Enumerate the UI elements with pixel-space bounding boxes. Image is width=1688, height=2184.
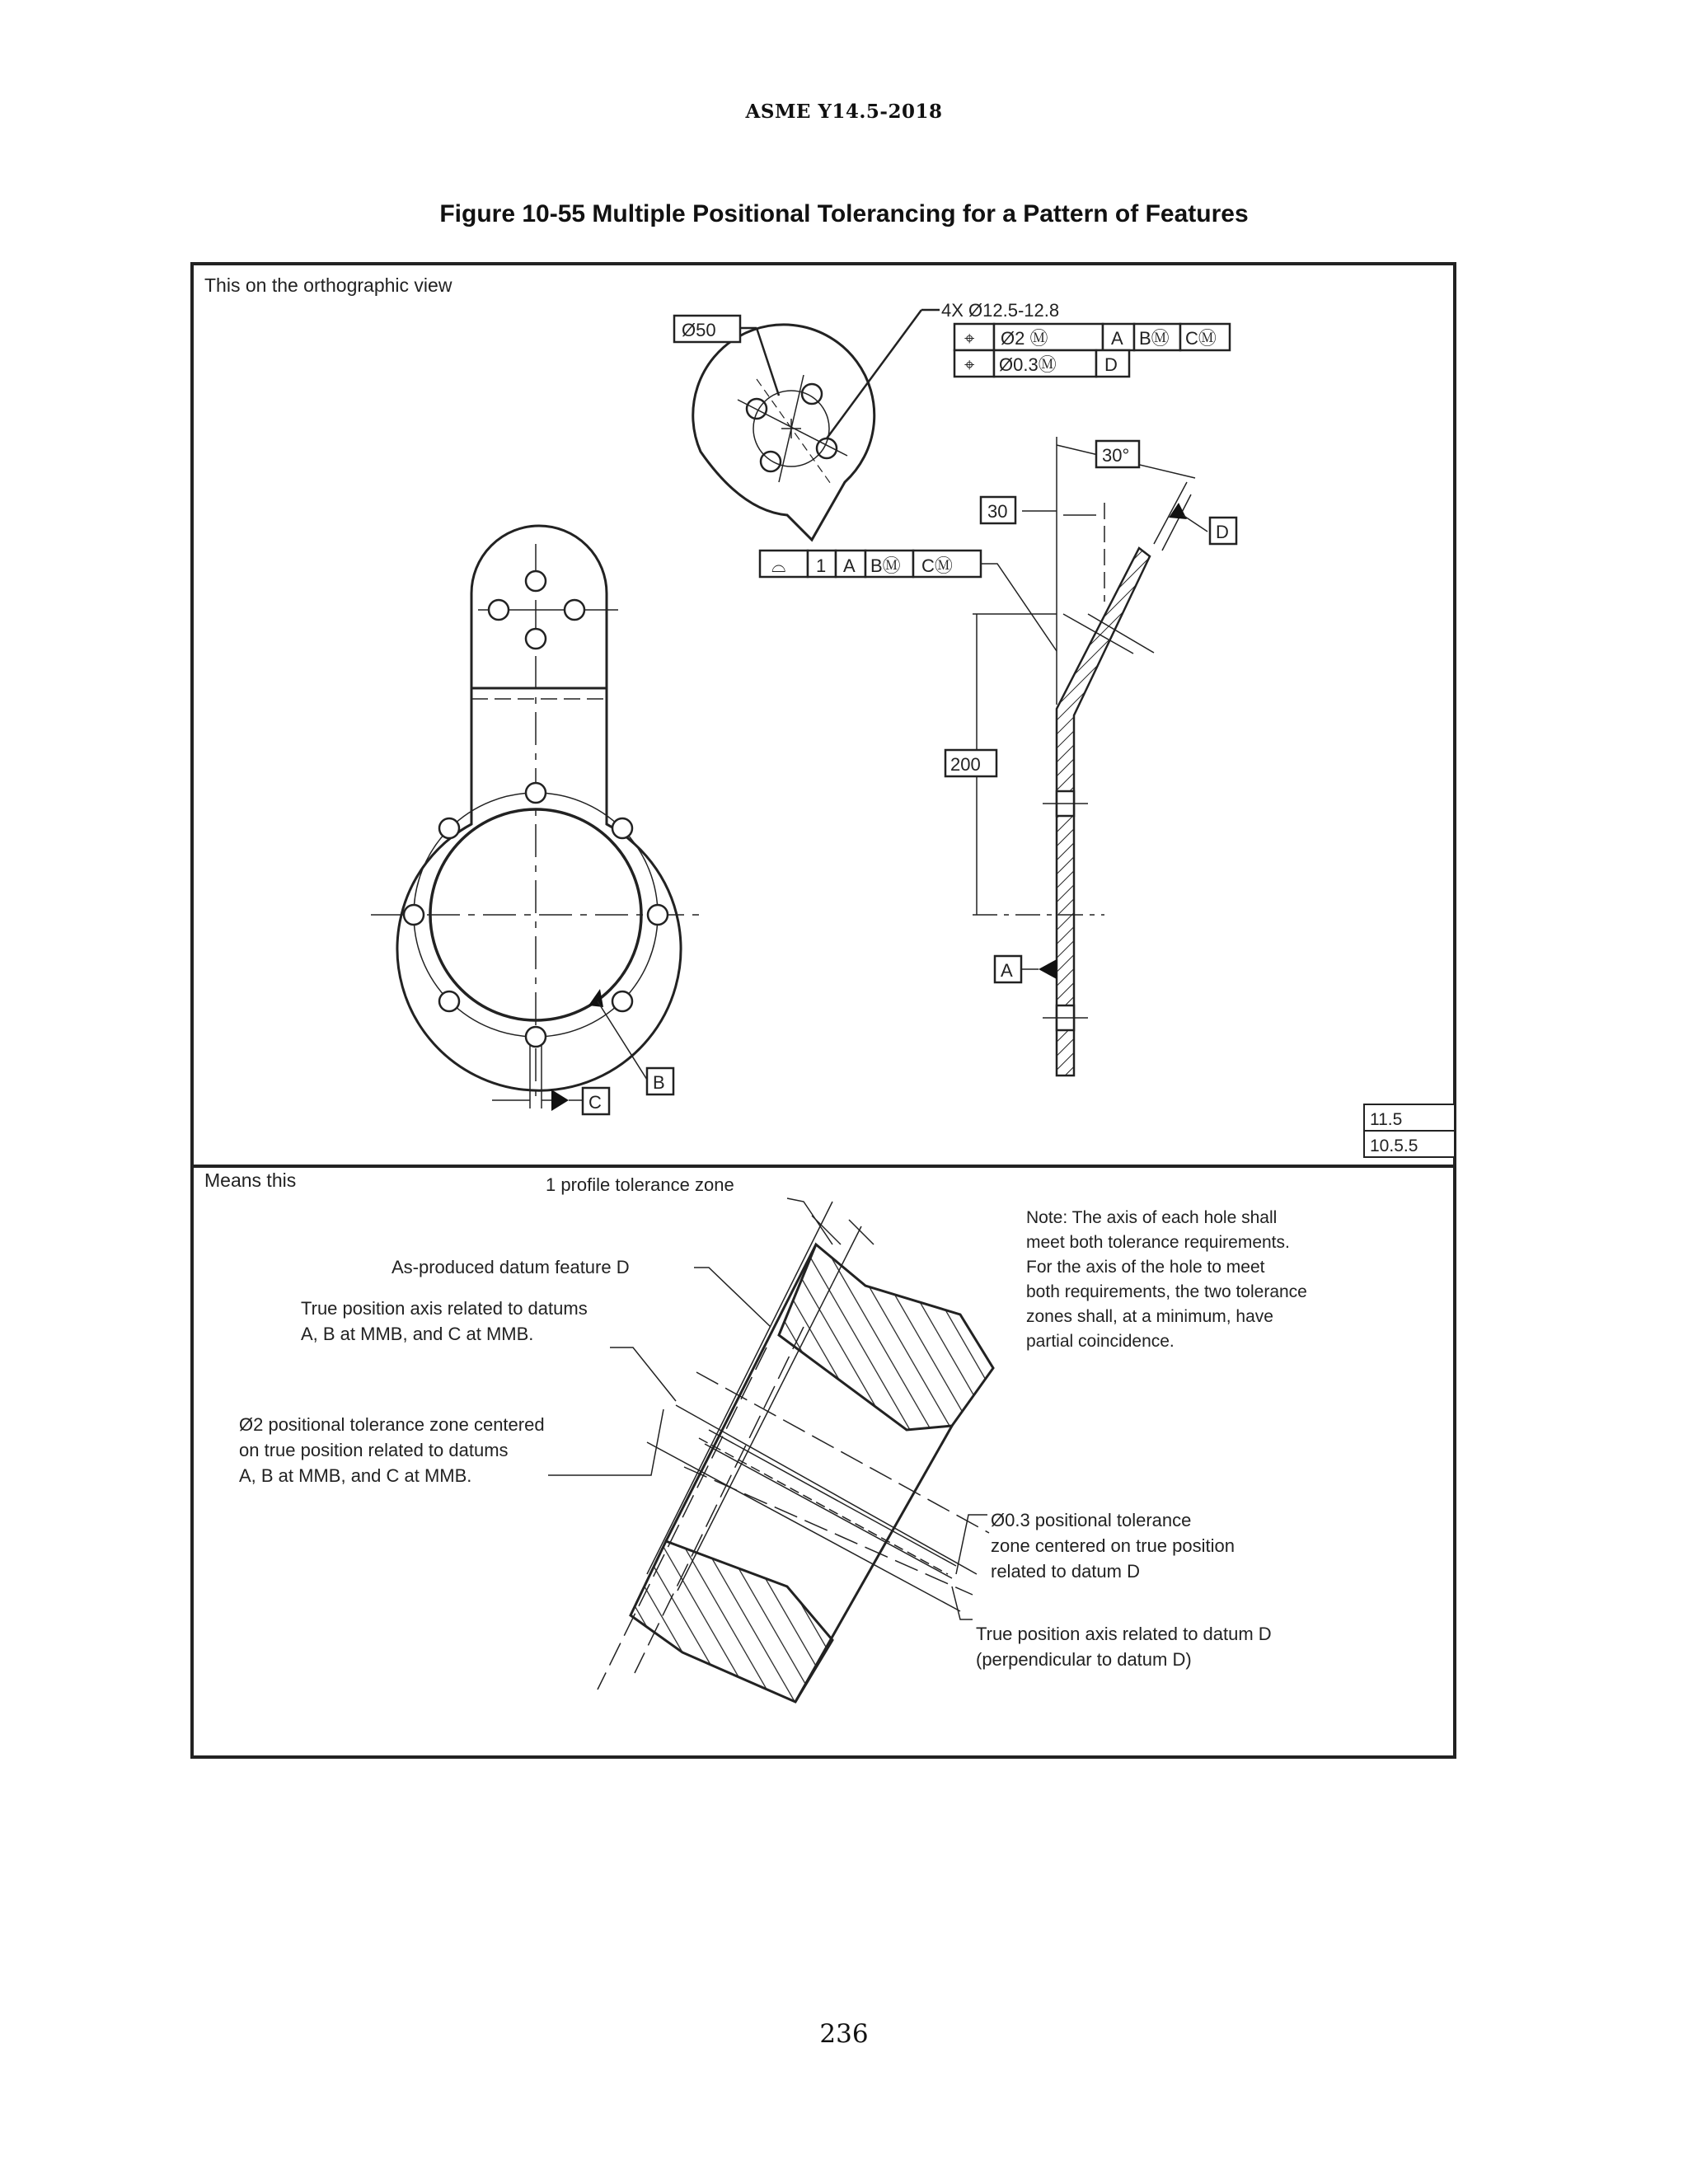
- figure-title: Figure 10-55 Multiple Positional Tolerancing for a Pattern of Features: [439, 200, 1249, 227]
- label-zone-03-3: related to datum D: [991, 1561, 1140, 1582]
- fcf-r1-tol: Ø2 Ⓜ: [1001, 328, 1048, 349]
- datum-d-label: D: [1216, 522, 1229, 542]
- bolt-hole: [526, 783, 546, 803]
- fcf-r1-b: BⓂ: [1139, 328, 1170, 349]
- datum-b-triangle: [588, 989, 603, 1007]
- label-zone-2-3: A, B at MMB, and C at MMB.: [239, 1465, 472, 1486]
- bolt-hole: [526, 1027, 546, 1047]
- fcf-r1-c: CⓂ: [1185, 328, 1217, 349]
- bolt-hole: [612, 991, 632, 1011]
- bolt-hole: [404, 905, 424, 925]
- note-line-1: Note: The axis of each hole shall: [1026, 1208, 1278, 1227]
- dim-200-label: 200: [950, 754, 981, 775]
- label-tp-d-2: (perpendicular to datum D): [976, 1649, 1192, 1670]
- profile-fcf-b: BⓂ: [870, 555, 901, 576]
- ref-2: 10.5.5: [1370, 1137, 1418, 1155]
- tab-hole: [489, 600, 509, 620]
- hole-spec-label: 4X Ø12.5-12.8: [941, 300, 1060, 321]
- label-datum-d: As-produced datum feature D: [392, 1257, 630, 1277]
- hole-cross-section: [631, 1244, 993, 1702]
- tab-hole: [526, 629, 546, 649]
- bolt-hole: [612, 818, 632, 838]
- fcf-r2-tol: Ø0.3Ⓜ: [999, 354, 1057, 375]
- datum-a-triangle: [1039, 959, 1057, 979]
- fcf-r2-sym: ⌖: [964, 354, 975, 375]
- profile-fcf-c: CⓂ: [921, 555, 953, 576]
- bolt-hole: [439, 991, 459, 1011]
- label-zone-2-2: on true position related to datums: [239, 1440, 509, 1460]
- datum-b-label: B: [653, 1072, 665, 1093]
- fcf-r1-sym: ⌖: [964, 328, 975, 349]
- label-profile-zone: 1 profile tolerance zone: [546, 1174, 734, 1195]
- top-panel-heading: This on the orthographic view: [204, 274, 452, 296]
- profile-fcf-sym: ⌓: [771, 555, 786, 576]
- label-zone-03-1: Ø0.3 positional tolerance: [991, 1510, 1192, 1530]
- dia-50-label: Ø50: [682, 320, 716, 340]
- tab-hole: [526, 571, 546, 591]
- front-view: [371, 526, 701, 1108]
- hole-pattern-detail: [693, 310, 940, 540]
- page-number: 236: [819, 2019, 869, 2049]
- label-tp-abc-1: True position axis related to datums: [301, 1298, 588, 1319]
- note-line-5: zones shall, at a minimum, have: [1026, 1307, 1273, 1326]
- dim-30deg-label: 30°: [1102, 445, 1130, 466]
- datum-c-label: C: [588, 1092, 602, 1113]
- profile-fcf-tol: 1: [816, 555, 827, 576]
- label-tp-abc-2: A, B at MMB, and C at MMB.: [301, 1324, 534, 1344]
- bolt-hole: [648, 905, 668, 925]
- label-zone-2-1: Ø2 positional tolerance zone centered: [239, 1414, 545, 1435]
- bolt-hole: [439, 818, 459, 838]
- document-header: ASME Y14.5-2018: [745, 101, 943, 123]
- note-line-4: both requirements, the two tolerance: [1026, 1282, 1307, 1301]
- note-line-2: meet both tolerance requirements.: [1026, 1233, 1290, 1252]
- profile-fcf-a: A: [843, 555, 856, 576]
- fcf-r1-a: A: [1111, 328, 1123, 349]
- note-line-6: partial coincidence.: [1026, 1332, 1175, 1351]
- fcf-r2-d: D: [1104, 354, 1118, 375]
- tab-hole: [565, 600, 584, 620]
- note-line-3: For the axis of the hole to meet: [1026, 1258, 1265, 1277]
- ref-1: 11.5: [1370, 1110, 1403, 1129]
- label-zone-03-2: zone centered on true position: [991, 1535, 1235, 1556]
- dim-30-label: 30: [987, 501, 1008, 522]
- bottom-panel-heading: Means this: [204, 1169, 297, 1191]
- datum-a-label: A: [1001, 960, 1013, 981]
- label-tp-d-1: True position axis related to datum D: [976, 1624, 1272, 1644]
- datum-c-triangle: [551, 1090, 569, 1111]
